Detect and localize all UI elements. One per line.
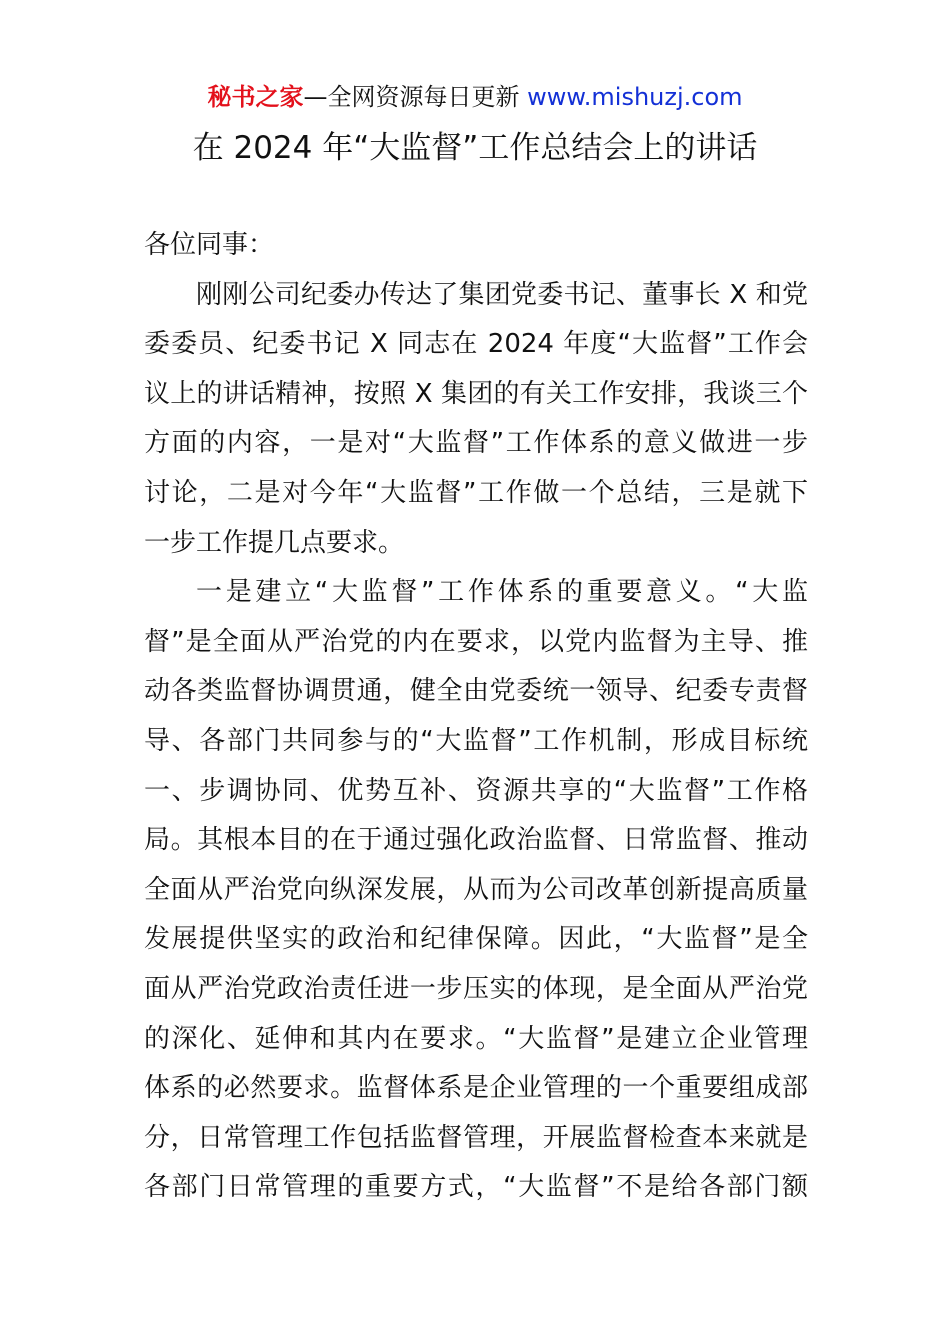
document-body [144,221,808,1213]
paragraph-line: 面从严治党政治责任进一步压实的体现，是全面从严治党 [144,973,808,1004]
paragraph-line: 刚刚公司纪委办传达了集团党委书记、董事长 X 和党 [196,279,808,310]
paragraph-line: 一、步调协同、优势互补、资源共享的“大监督”工作格 [144,775,808,806]
paragraph-line: 各部门日常管理的重要方式，“大监督”不是给各部门额 [144,1172,808,1203]
banner-tagline: —全网资源每日更新 [303,83,528,111]
paragraph-line: 一步工作提几点要求。 [144,527,405,558]
paragraph-line: 发展提供坚实的政治和纪律保障。因此，“大监督”是全 [144,924,808,955]
site-banner [0,80,950,114]
paragraph-line: 方面的内容，一是对“大监督”工作体系的意义做进一步 [144,428,808,459]
paragraph-line: 导、各部门共同参与的“大监督”工作机制，形成目标统 [144,725,808,756]
paragraph-line: 议上的讲话精神，按照 X 集团的有关工作安排，我谈三个 [144,378,808,409]
paragraph-line: 督”是全面从严治党的内在要求，以党内监督为主导、推 [144,626,808,657]
salutation: 各位同事： [144,230,275,260]
document-title: 在 2024 年“大监督”工作总结会上的讲话 [192,130,758,166]
paragraph-line: 全面从严治党向纵深发展，从而为公司改革创新提高质量 [144,874,808,905]
paragraph-line: 局。其根本目的在于通过强化政治监督、日常监督、推动 [144,825,808,856]
paragraph-line: 动各类监督协调贯通，健全由党委统一领导、纪委专责督 [144,676,808,707]
brand-name: 秘书之家 [207,83,304,111]
paragraph-line: 的深化、延伸和其内在要求。“大监督”是建立企业管理 [144,1023,808,1054]
paragraph-line: 分，日常管理工作包括监督管理，开展监督检查本来就是 [144,1122,808,1153]
paragraph-line: 一是建立“大监督”工作体系的重要意义。“大监 [196,577,808,608]
paragraph-line: 讨论，二是对今年“大监督”工作做一个总结，三是就下 [144,477,808,508]
site-url-link[interactable]: www.mishuzj.com [527,83,743,111]
paragraph-line: 体系的必然要求。监督体系是企业管理的一个重要组成部 [144,1073,808,1104]
paragraph-line: 委委员、纪委书记 X 同志在 2024 年度“大监督”工作会 [144,329,808,360]
